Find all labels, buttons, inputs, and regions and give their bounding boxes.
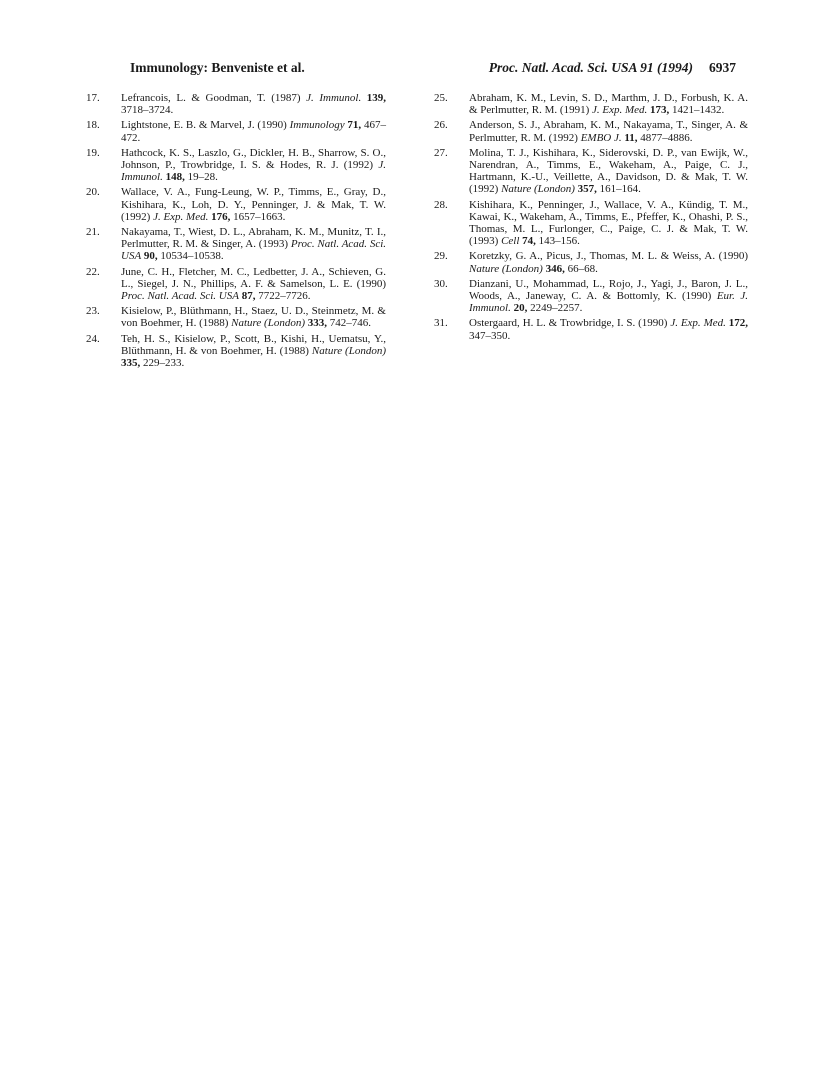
- reference-pages: 7722–7726.: [258, 290, 311, 303]
- reference-pages: 143–156.: [538, 235, 580, 248]
- reference-volume: 90,: [143, 250, 158, 263]
- reference-journal: J. Immunol.: [306, 92, 362, 104]
- reference-pages: 229–233.: [143, 357, 185, 370]
- reference-item: [434, 147, 748, 196]
- reference-authors: Koretzky, G. A., Picus, J., Thomas, M. L. & Weiss, A. (1990): [469, 250, 748, 263]
- running-head-right: [489, 60, 736, 76]
- reference-item: [434, 119, 748, 143]
- reference-volume: 139,: [366, 92, 387, 104]
- reference-number: 23.: [86, 305, 100, 318]
- reference-journal: J. Immunol.: [121, 159, 386, 184]
- reference-pages: 3718–3724.: [121, 104, 174, 117]
- reference-journal: J. Exp. Med.: [153, 210, 209, 223]
- references-left-column: [86, 92, 386, 372]
- reference-number: 17.: [86, 92, 100, 104]
- reference-journal: Nature (London): [311, 344, 386, 357]
- reference-item: [86, 333, 386, 370]
- reference-authors: Molina, T. J., Kishihara, K., Siderovski, D. P., van Ewijk, W., Narendran, A., Timms, E., Wakeham, A., Paige, C. J., Hartmann, K.-U., Veillette, A., Davidson, D. & Mak, T. W. (1992): [469, 146, 748, 196]
- reference-number: 30.: [434, 277, 448, 290]
- reference-journal: J. Exp. Med.: [592, 104, 648, 117]
- reference-journal: Nature (London): [501, 183, 575, 196]
- reference-pages: 742–746.: [329, 317, 371, 330]
- reference-item: [434, 278, 748, 315]
- reference-authors: Abraham, K. M., Levin, S. D., Marthm, J. D., Forbush, K. A. & Perlmutter, R. M. (1991): [469, 92, 748, 117]
- journal-citation: Proc. Natl. Acad. Sci. USA 91 (1994): [488, 60, 693, 75]
- reference-pages: 467–472.: [121, 119, 386, 144]
- reference-journal: Cell: [501, 235, 520, 248]
- reference-authors: June, C. H., Fletcher, M. C., Ledbetter, J. A., Schieven, G. L., Siegel, J. N., Phillips, A. F. & Samelson, L. E. (1990): [121, 265, 386, 290]
- reference-pages: 66–68.: [567, 262, 598, 275]
- reference-number: 26.: [434, 119, 448, 132]
- reference-journal: EMBO J.: [580, 131, 622, 144]
- reference-journal: Immunology: [289, 119, 345, 132]
- reference-volume: 346,: [545, 262, 565, 275]
- reference-volume: 357,: [577, 183, 597, 196]
- reference-volume: 87,: [241, 290, 256, 303]
- reference-authors: Ostergaard, H. L. & Trowbridge, I. S. (1990): [469, 317, 668, 330]
- reference-journal: Eur. J. Immunol.: [469, 290, 749, 315]
- reference-pages: 1421–1432.: [672, 104, 725, 117]
- reference-authors: Hathcock, K. S., Laszlo, G., Dickler, H. B., Sharrow, S. O., Johnson, P., Trowbridge, I. S. & Hodes, R. J. (1992): [121, 146, 386, 172]
- running-head-left: Immunology: Benveniste et al.: [130, 60, 305, 75]
- reference-volume: 148,: [165, 171, 185, 184]
- reference-authors: Wallace, V. A., Fung-Leung, W. P., Timms, E., Gray, D., Kishihara, K., Loh, D. Y., Penninger, J. & Mak, T. W. (1992): [121, 186, 386, 223]
- reference-number: 27.: [434, 146, 448, 159]
- reference-number: 18.: [86, 119, 100, 132]
- page-number: 6937: [709, 60, 736, 75]
- reference-authors: Lefrancois, L. & Goodman, T. (1987): [121, 92, 301, 104]
- reference-number: 24.: [86, 332, 100, 345]
- reference-item: [434, 250, 748, 274]
- reference-pages: 161–164.: [599, 183, 641, 196]
- reference-item: [86, 186, 386, 223]
- reference-number: 31.: [434, 317, 448, 330]
- reference-number: 28.: [434, 198, 448, 211]
- reference-volume: 172,: [728, 317, 749, 330]
- reference-volume: 173,: [650, 104, 670, 117]
- reference-pages: 19–28.: [187, 171, 218, 184]
- references-right-column: [434, 92, 748, 345]
- reference-item: [86, 147, 386, 184]
- reference-authors: Anderson, S. J., Abraham, K. M., Nakayama, T., Singer, A. & Perlmutter, R. M. (1992): [469, 119, 748, 144]
- reference-item: [434, 199, 748, 248]
- reference-number: 21.: [86, 226, 100, 239]
- reference-journal: J. Exp. Med.: [670, 317, 726, 330]
- reference-number: 20.: [86, 186, 100, 199]
- reference-authors: Teh, H. S., Kisielow, P., Scott, B., Kishi, H., Uematsu, Y., Blüthmann, H. & von Boehmer, H. (1988): [121, 332, 386, 357]
- reference-volume: 71,: [347, 119, 362, 132]
- reference-item: [86, 266, 386, 303]
- reference-item: [434, 92, 748, 116]
- reference-pages: 10534–10538.: [160, 250, 224, 263]
- reference-number: 25.: [434, 92, 448, 104]
- reference-journal: Nature (London): [231, 317, 305, 330]
- reference-volume: 333,: [307, 317, 327, 330]
- reference-item: [86, 305, 386, 329]
- reference-pages: 1657–1663.: [233, 210, 286, 223]
- reference-authors: Dianzani, U., Mohammad, L., Rojo, J., Yagi, J., Baron, J. L., Woods, A., Janeway, C. A. & Bottomly, K. (1990): [469, 277, 748, 303]
- reference-volume: 335,: [121, 357, 141, 370]
- reference-pages: 2249–2257.: [530, 302, 583, 315]
- reference-number: 29.: [434, 250, 448, 263]
- reference-journal: Proc. Natl. Acad. Sci. USA: [121, 290, 239, 303]
- page-header: [130, 60, 736, 80]
- reference-authors: Nakayama, T., Wiest, D. L., Abraham, K. M., Munitz, T. I., Perlmutter, R. M. & Singer, A. (1993): [121, 226, 386, 251]
- reference-volume: 20,: [513, 302, 528, 315]
- reference-item: [86, 226, 386, 263]
- reference-item: [434, 317, 748, 341]
- reference-number: 22.: [86, 265, 100, 278]
- reference-item: [86, 119, 386, 143]
- reference-pages: 4877–4886.: [640, 131, 693, 144]
- reference-volume: 176,: [211, 210, 231, 223]
- reference-authors: Kishihara, K., Penninger, J., Wallace, V. A., Kündig, T. M., Kawai, K., Wakeham, A., Timms, E., Pfeffer, K., Ohashi, P. S., Thomas, M. L., Furlonger, C., Paige, C. J. & Mak, T. W. (1993): [469, 198, 748, 248]
- reference-volume: 11,: [624, 131, 638, 144]
- reference-volume: 74,: [522, 235, 536, 248]
- reference-authors: Lightstone, E. B. & Marvel, J. (1990): [121, 119, 287, 132]
- reference-authors: Kisielow, P., Blüthmann, H., Staez, U. D., Steinmetz, M. & von Boehmer, H. (1988): [121, 305, 386, 330]
- reference-journal: Nature (London): [469, 262, 543, 275]
- reference-pages: 347–350.: [469, 329, 511, 342]
- reference-number: 19.: [86, 146, 100, 159]
- reference-item: [86, 92, 386, 116]
- reference-journal: Proc. Natl. Acad. Sci. USA: [121, 238, 387, 263]
